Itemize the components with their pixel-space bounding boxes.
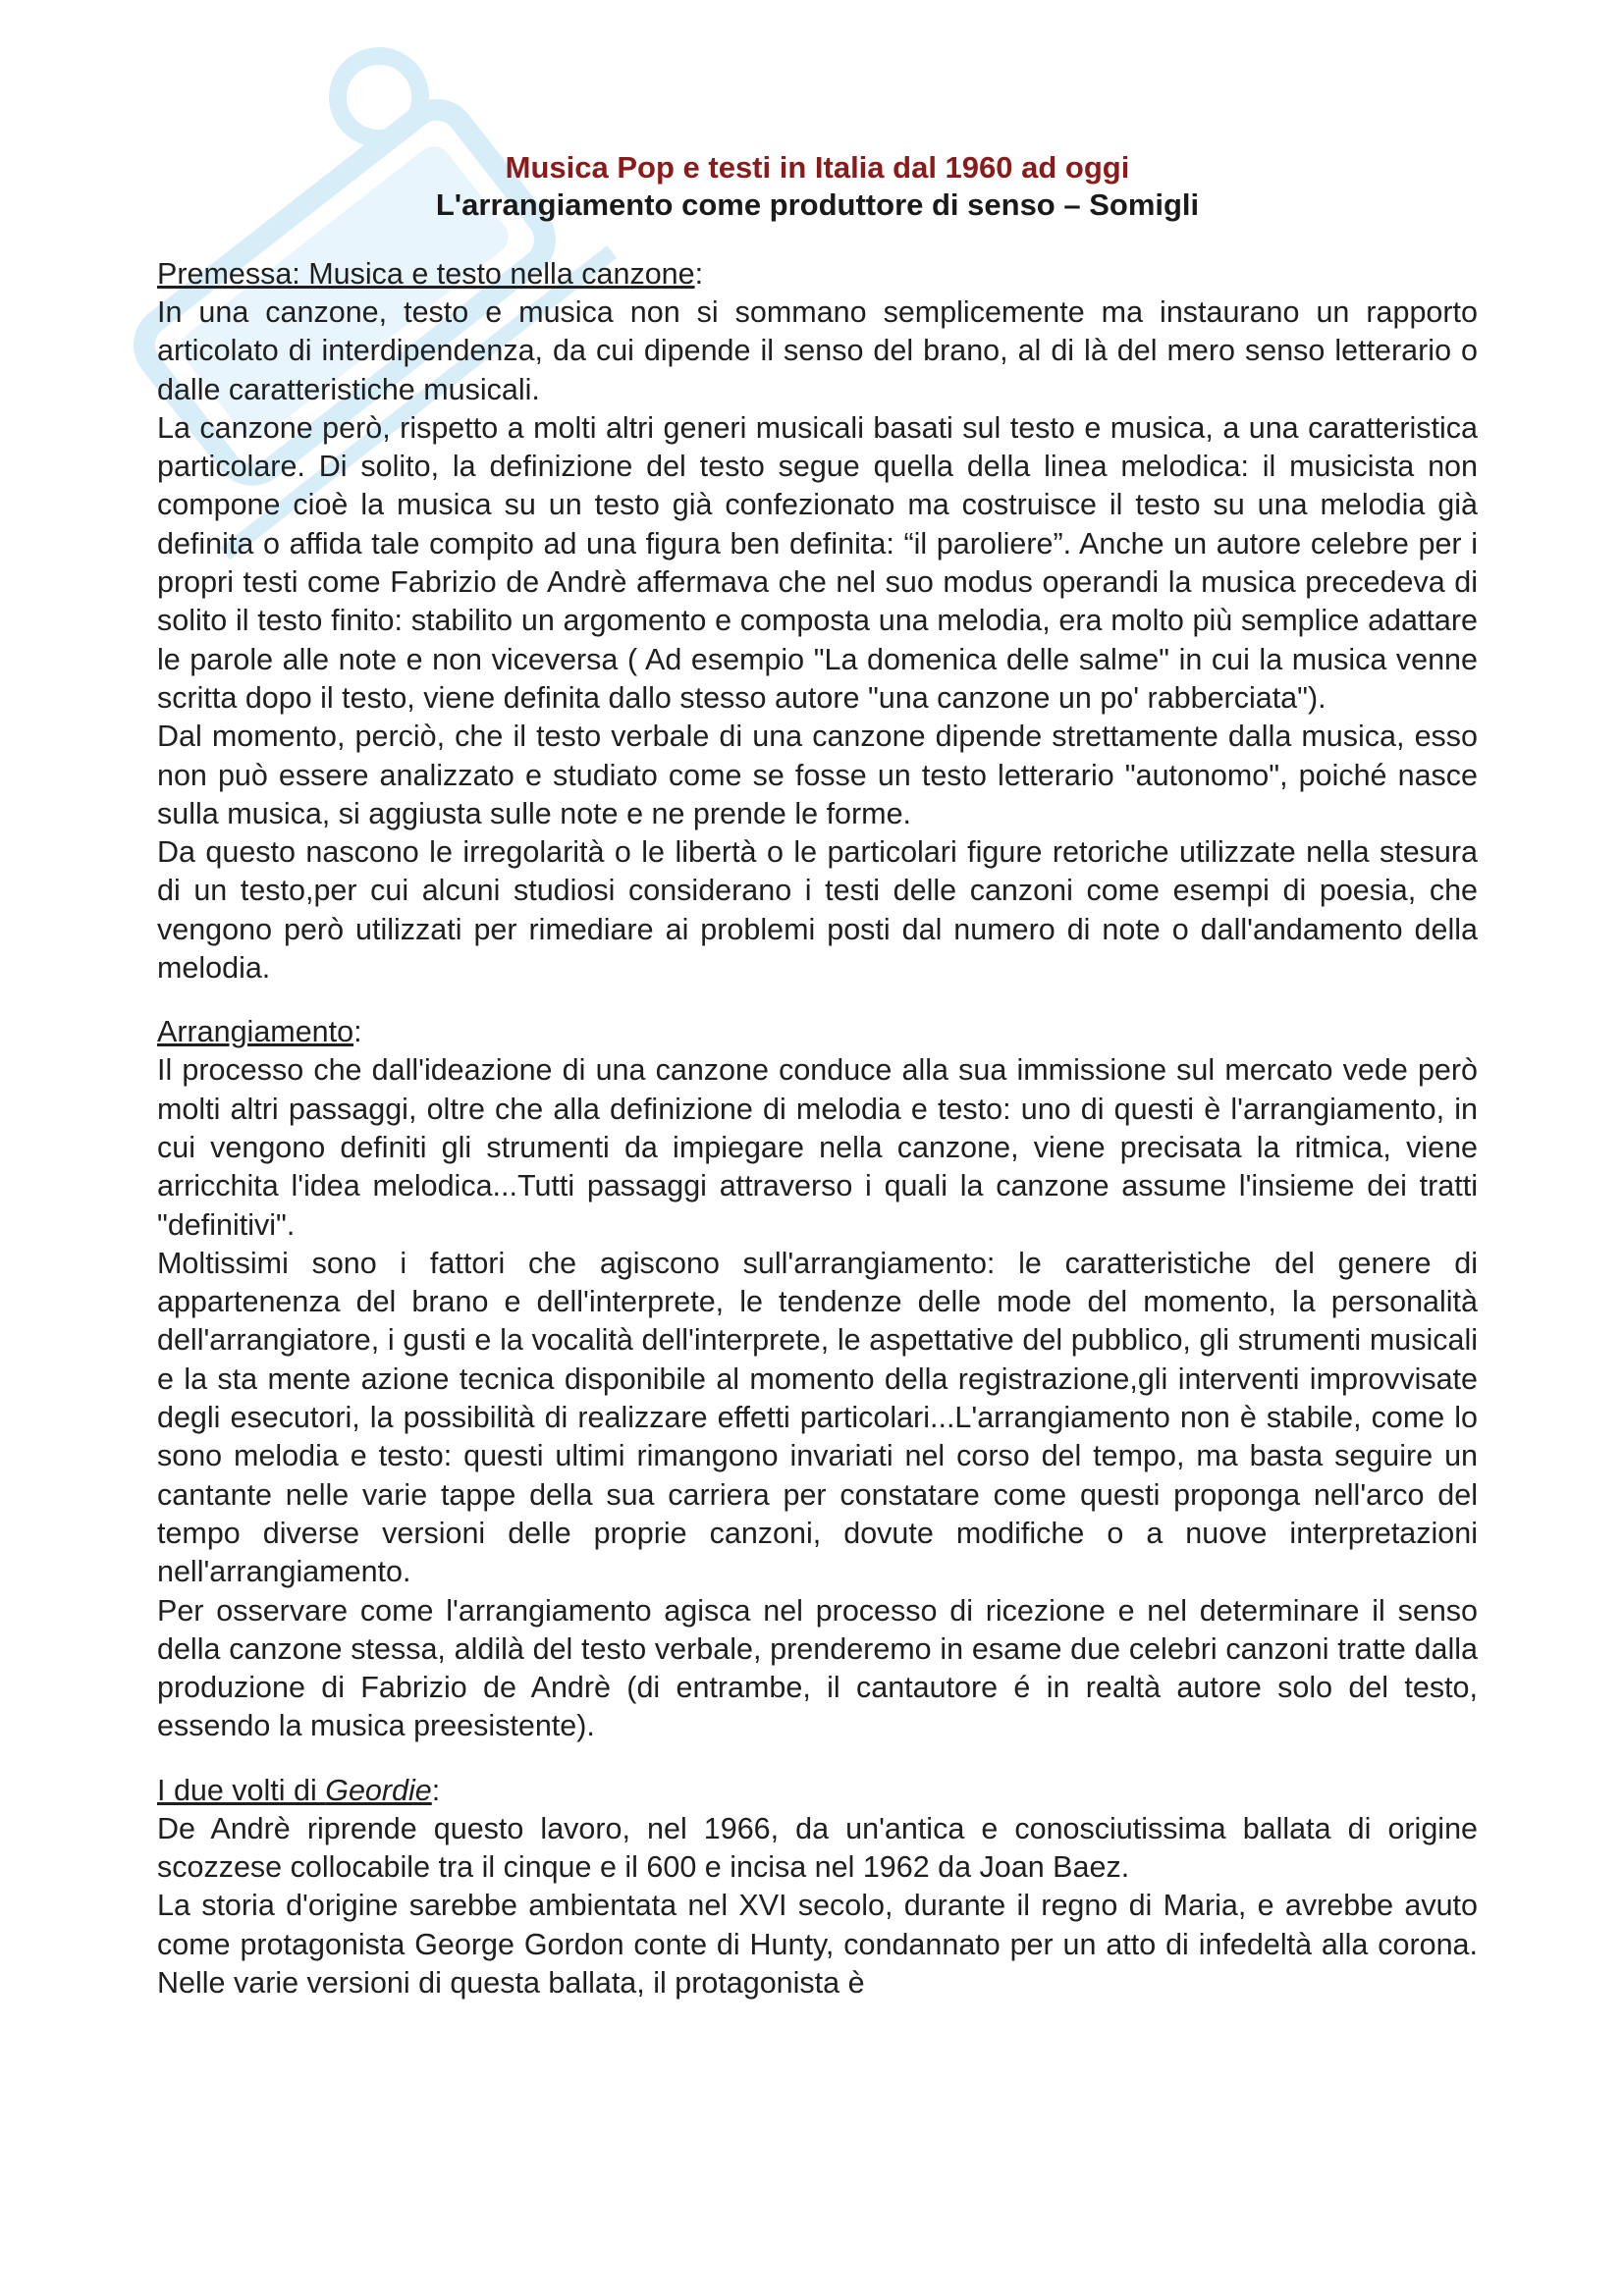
paragraph: La storia d'origine sarebbe ambientata nel XVI secolo, durante il regno di Maria, e avrebbe avuto come protagonista George Gordon conte di Hunty, condannato per un atto di infedeltà alla corona. Nelle varie versioni di questa ballata, il protagonista è bbox=[157, 1889, 1478, 2000]
paragraph: Moltissimi sono i fattori che agiscono sull'arrangiamento: le caratteristiche del genere di appartenenza del brano e dell'interprete, le tendenze delle mode del momento, la personalità dell'arrangiatore, i gusti e la vocalità dell'interprete, le aspettative del pubblico, gli strumenti musicali e la sta mente azione tecnica disponibile al momento della registrazione,gli interventi improvvisate degli esecutori, la possibilità di realizzare effetti particolari...L'arrangiamento non è stabile, come lo sono melodia e testo: questi ultimi rimangono invariati nel corso del tempo, ma basta seguire un cantante nelle varie tappe della sua carriera per constatare come questi proponga nell'arco del tempo diverse versioni delle proprie canzoni, dovute modifiche o a nuove interpretazioni nell'arrangiamento. bbox=[157, 1246, 1478, 1589]
document-subtitle: L'arrangiamento come produttore di senso – Somigli bbox=[435, 187, 1200, 222]
paragraph: Il processo che dall'ideazione di una canzone conduce alla sua immissione sul mercato vede però molti altri passaggi, oltre che alla definizione di melodia e testo: uno di questi è l'arrangiamento, in cui vengono definiti gli strumenti da impiegare nella canzone, viene precisata la ritmica, viene arricchita l'idea melodica...Tutti passaggi attraverso i quali la canzone assume l'insieme dei tratti "definitivi". bbox=[157, 1053, 1478, 1242]
section-premessa bbox=[157, 255, 1478, 988]
paragraph: Per osservare come l'arrangiamento agisca nel processo di ricezione e nel determinare il senso della canzone stessa, aldilà del testo verbale, prenderemo in esame due celebri canzoni tratte dalla produzione di Fabrizio de Andrè (di entrambe, il cantautore é in realtà autore solo del testo, essendo la musica preesistente). bbox=[157, 1593, 1478, 1743]
paragraph: De Andrè riprende questo lavoro, nel 1966, da un'antica e conosciutissima ballata di origine scozzese collocabile tra il cinque e il 600 e incisa nel 1962 da Joan Baez. bbox=[157, 1811, 1478, 1884]
paragraph: Da questo nascono le irregolarità o le libertà o le particolari figure retoriche utilizzate nella stesura di un testo,per cui alcuni studiosi considerano i testi delle canzoni come esempi di poesia, che vengono però utilizzati per rimediare ai problemi posti dal numero di note o dall'andamento della melodia. bbox=[157, 835, 1478, 986]
paragraph: La canzone però, rispetto a molti altri generi musicali basati sul testo e musica, a una caratteristica particolare. Di solito, la definizione del testo segue quella della linea melodica: il musicista non compone cioè la musica su un testo già confezionato ma costruisce il testo su una melodia già definita o affida tale compito ad una figura ben definita: “il paroliere”. Anche un autore celebre per i propri testi come Fabrizio de Andrè affermava che nel suo modus operandi la musica precedeva di solito il testo finito: stabilito un argomento e composta una melodia, era molto più semplice adattare le parole alle note e non viceversa ( Ad esempio "La domenica delle salme" in cui la musica venne scritta dopo il testo, viene definita dallo stesso autore "una canzone un po' rabberciata"). bbox=[157, 410, 1478, 715]
section-geordie bbox=[157, 1772, 1478, 2002]
document-page bbox=[157, 149, 1478, 2028]
paragraph: In una canzone, testo e musica non si sommano semplicemente ma instaurano un rapporto articolato di interdipendenza, da cui dipende il senso del brano, al di là del mero senso letterario o dalle caratteristiche musicali. bbox=[157, 295, 1478, 406]
section-heading: Premessa: Musica e testo nella canzone: bbox=[157, 257, 704, 291]
section-arrangiamento bbox=[157, 1013, 1478, 1745]
paragraph: Dal momento, perciò, che il testo verbale di una canzone dipende strettamente dalla musica, esso non può essere analizzato e studiato come se fosse un testo letterario "autonomo", poiché nasce sulla musica, si aggiusta sulle note e ne prende le forme. bbox=[157, 720, 1478, 830]
section-heading: I due volti di Geordie: bbox=[157, 1773, 441, 1807]
section-heading: Arrangiamento: bbox=[157, 1015, 362, 1049]
document-title: Musica Pop e testi in Italia dal 1960 ad oggi bbox=[505, 150, 1130, 185]
